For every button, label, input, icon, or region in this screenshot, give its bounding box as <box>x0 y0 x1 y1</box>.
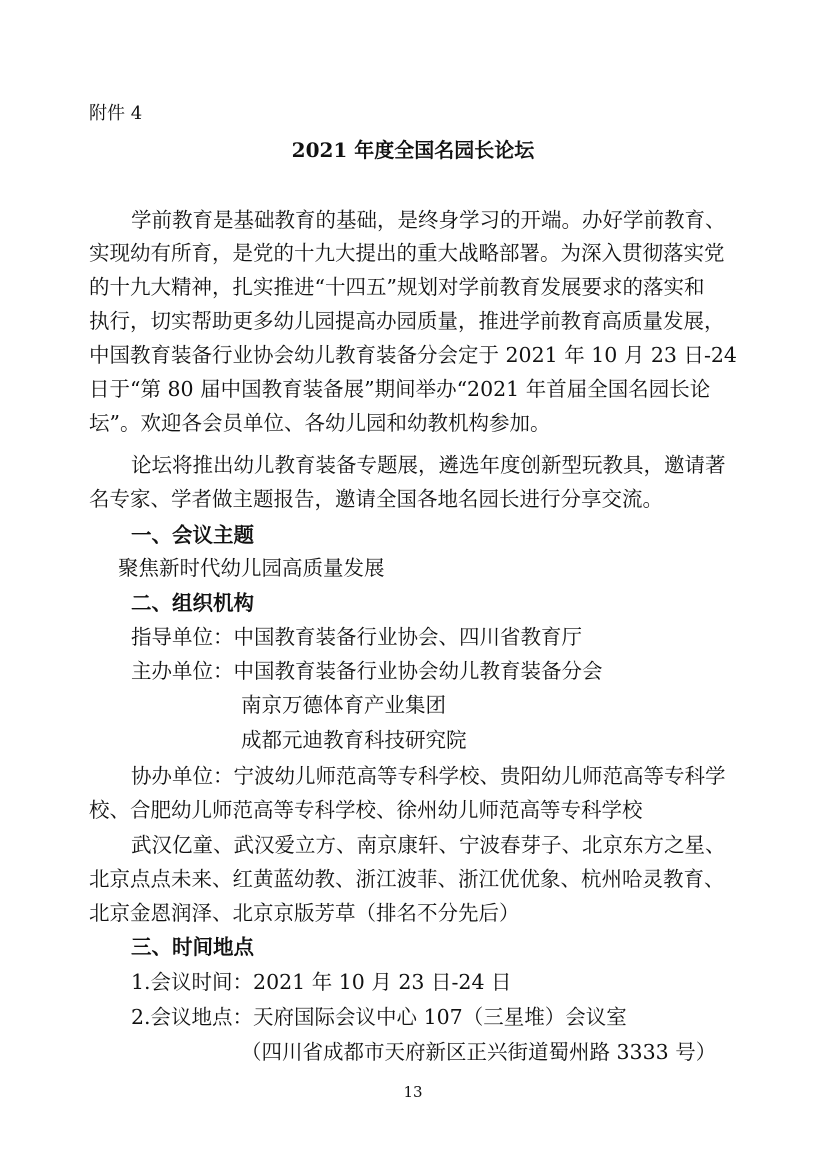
paragraph-line: 执行，切实帮助更多幼儿园提高办园质量，推进学前教育高质量发展， <box>89 309 725 333</box>
paragraph-line: 中国教育装备行业协会幼儿教育装备分会定于 2021 年 10 月 23 日-24 <box>89 343 737 367</box>
section-heading-time-place: 三、时间地点 <box>131 935 254 959</box>
meeting-place: 2.会议地点：天府国际会议中心 107（三星堆）会议室 <box>131 1005 627 1029</box>
sponsor-line: 北京金恩润泽、北京京版芳草（排名不分先后） <box>89 901 520 925</box>
document-title: 2021 年度全国名园长论坛 <box>291 138 535 162</box>
guide-unit: 指导单位：中国教育装备行业协会、四川省教育厅 <box>131 625 582 649</box>
section-heading-theme: 一、会议主题 <box>131 523 254 547</box>
host-unit-extra: 成都元迪教育科技研究院 <box>241 728 467 752</box>
host-unit-extra: 南京万德体育产业集团 <box>241 693 446 717</box>
meeting-address: （四川省成都市天府新区正兴街道蜀州路 3333 号） <box>241 1040 717 1064</box>
section-heading-organization: 二、组织机构 <box>131 591 254 615</box>
host-unit: 主办单位：中国教育装备行业协会幼儿教育装备分会 <box>131 659 603 683</box>
attachment-label: 附件 4 <box>89 103 143 124</box>
theme-text: 聚焦新时代幼儿园高质量发展 <box>118 556 385 580</box>
co-organizer-line: 协办单位：宁波幼儿师范高等专科学校、贵阳幼儿师范高等专科学 <box>131 764 726 788</box>
paragraph-line: 实现幼有所育，是党的十九大提出的重大战略部署。为深入贯彻落实党 <box>89 241 725 265</box>
meeting-time: 1.会议时间：2021 年 10 月 23 日-24 日 <box>131 970 512 994</box>
paragraph-line: 的十九大精神，扎实推进“十四五”规划对学前教育发展要求的落实和 <box>89 275 705 299</box>
paragraph-line: 论坛将推出幼儿教育装备专题展，遴选年度创新型玩教具，邀请著 <box>131 453 726 477</box>
co-organizer-line: 校、合肥幼儿师范高等专科学校、徐州幼儿师范高等专科学校 <box>89 798 643 822</box>
paragraph-line: 学前教育是基础教育的基础，是终身学习的开端。办好学前教育、 <box>131 208 726 232</box>
page-number: 13 <box>403 1083 423 1101</box>
paragraph-line: 坛”。欢迎各会员单位、各幼儿园和幼教机构参加。 <box>89 411 551 435</box>
paragraph-line: 名专家、学者做主题报告，邀请全国各地名园长进行分享交流。 <box>89 487 663 511</box>
sponsor-line: 北京点点未来、红黄蓝幼教、浙江波菲、浙江优优象、杭州哈灵教育、 <box>89 867 725 891</box>
sponsor-line: 武汉亿童、武汉爱立方、南京康轩、宁波春芽子、北京东方之星、 <box>131 833 726 857</box>
paragraph-line: 日于“第 80 届中国教育装备展”期间举办“2021 年首届全国名园长论 <box>89 377 711 401</box>
